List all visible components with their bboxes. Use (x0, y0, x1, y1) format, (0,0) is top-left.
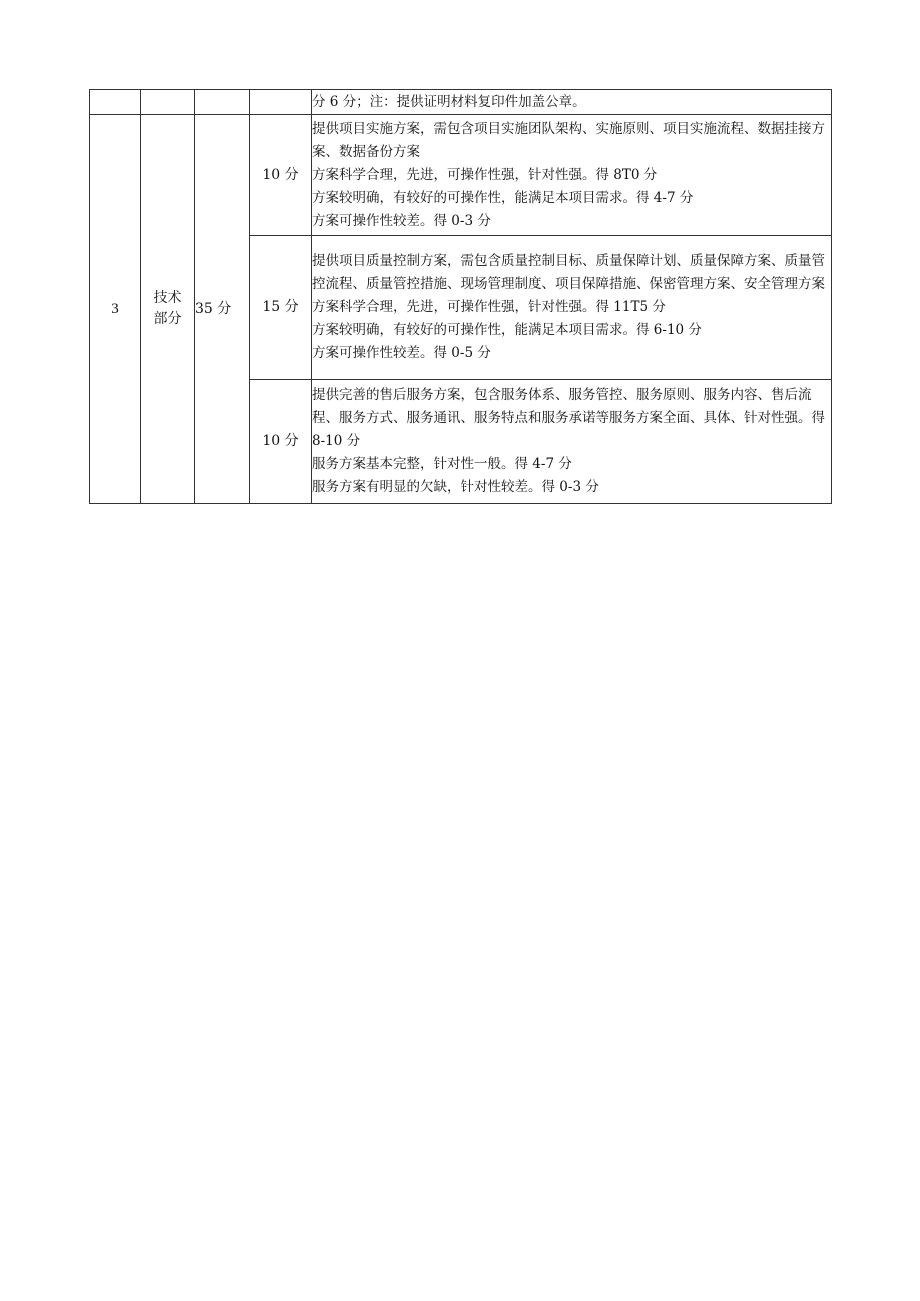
section-number: 3 (90, 115, 141, 504)
number-cell (90, 90, 141, 115)
item-criteria (312, 115, 832, 236)
item-criteria (312, 380, 832, 504)
item-requirement: 提供项目实施方案，需包含项目实施团队架构、实施原则、项目实施流程、数据挂接方案、数据备份方案 (312, 120, 825, 160)
score-level: 方案可操作性较差。得 0-3 分 (312, 212, 491, 229)
table-row (90, 115, 832, 236)
table-row (90, 90, 832, 115)
score-level: 方案可操作性较差。得 0-5 分 (312, 345, 491, 361)
total-score-cell (195, 90, 250, 115)
item-requirement: 提供完善的售后服务方案，包含服务体系、服务管控、服务原则、服务内容、售后流程、服务方式、服务通讯、服务特点和服务承诺等服务方案全面、具体、针对性强。得 8-10 分 (312, 387, 825, 449)
criteria-text: 分 6 分；注：提供证明材料复印件加盖公章。 (312, 93, 586, 110)
item-score: 10 分 (250, 115, 312, 236)
item-score: 15 分 (250, 236, 312, 380)
item-criteria (312, 236, 832, 380)
category-line: 部分 (153, 311, 182, 327)
score-level: 方案较明确，有较好的可操作性，能满足本项目需求。得 4-7 分 (312, 189, 694, 206)
score-level: 方案较明确，有较好的可操作性，能满足本项目需求。得 6-10 分 (312, 322, 702, 338)
score-level: 方案科学合理，先进，可操作性强，针对性强。得 11T5 分 (312, 299, 666, 315)
category-cell (141, 90, 195, 115)
scoring-table (89, 89, 832, 504)
section-total-score: 35 分 (195, 115, 250, 504)
category-line: 技术 (153, 290, 182, 306)
item-score-cell (250, 90, 312, 115)
score-level: 服务方案有明显的欠缺，针对性较差。得 0-3 分 (312, 479, 599, 495)
item-requirement: 提供项目质量控制方案，需包含质量控制目标、质量保障计划、质量保障方案、质量管控流程、质量管控措施、现场管理制度、项目保障措施、保密管理方案、安全管理方案 (312, 253, 825, 292)
score-level: 方案科学合理，先进，可操作性强，针对性强。得 8T0 分 (312, 166, 658, 183)
section-category (141, 115, 195, 504)
score-level: 服务方案基本完整，针对性一般。得 4-7 分 (312, 456, 572, 472)
item-score: 10 分 (250, 380, 312, 504)
criteria-cell (312, 90, 832, 115)
